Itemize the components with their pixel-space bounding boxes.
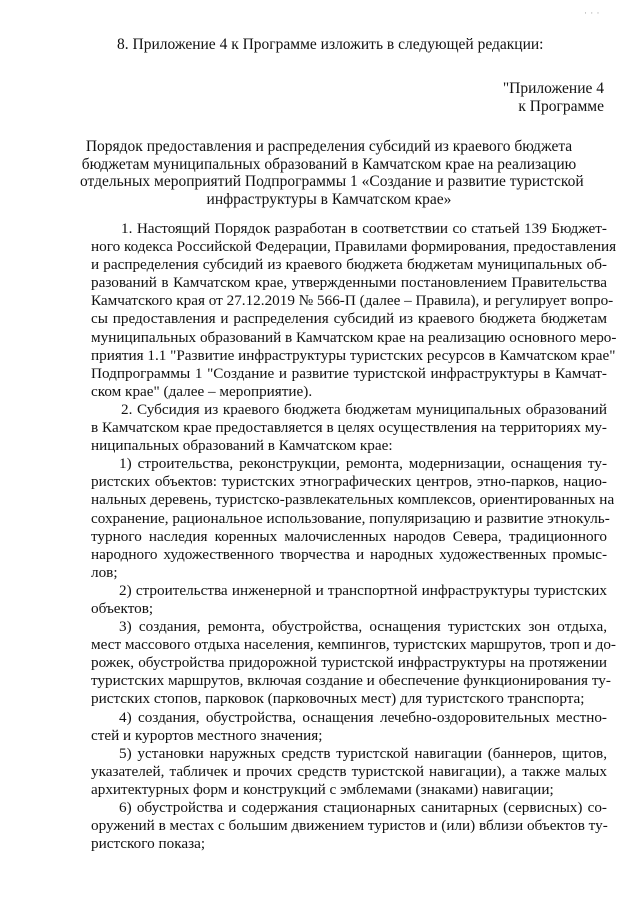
paragraph-1-line: Подпрограммы 1 "Создание и развитие туристской инфраструктуры в Камчат-: [91, 364, 607, 382]
title-line: инфраструктуры в Камчатском крае»: [206, 190, 452, 208]
item-5-line: указателей, табличек и прочих средств туристской навигации), а также малых: [91, 762, 607, 780]
paragraph-1-line: Камчатского края от 27.12.2019 № 566-П (далее – Правила), и регулирует вопро-: [91, 292, 614, 310]
item-4-line: стей и курортов местного значения;: [91, 726, 323, 744]
appendix-reference-line: "Приложение 4: [502, 80, 604, 97]
paragraph-1-line: сы предоставления и распределения субсидий из краевого бюджета бюджетам: [91, 310, 607, 328]
item-1-line: ристских объектов: туристских этнографических центров, этно-парков, нацио-: [91, 473, 607, 491]
paragraph-2-line: ниципальных образований в Камчатском крае:: [91, 437, 393, 455]
item-3-line: мест массового отдыха населения, кемпингов, туристских маршрутов, троп и до-: [91, 636, 616, 654]
title-line: отдельных мероприятий Подпрограммы 1 «Создание и развитие туристской: [80, 173, 584, 190]
item-6-line: ристского показа;: [91, 835, 206, 853]
item-2-line: 2) строительства инженерной и транспортной инфраструктуры туристских: [119, 581, 607, 599]
item-1-line: 1) строительства, реконструкции, ремонта, модернизации, оснащения ту-: [119, 455, 607, 473]
amendment-heading: 8. Приложение 4 к Программе изложить в следующей редакции:: [117, 36, 544, 53]
paragraph-1-line: ском крае" (далее – мероприятие).: [91, 382, 313, 400]
item-3-line: рожек, обустройства придорожной туристской инфраструктуры на протяжении: [91, 654, 607, 672]
document-title: [80, 138, 584, 208]
page-corner-mark: · · ·: [584, 8, 600, 18]
title-line: Порядок предоставления и распределения субсидий из краевого бюджета: [85, 138, 573, 155]
paragraph-1-line: разований в Камчатском крае, утвержденными постановлением Правительства: [91, 274, 607, 292]
appendix-reference: [503, 80, 604, 116]
paragraph-1-line: и распределения субсидий из краевого бюджета бюджетам муниципальных об-: [91, 256, 607, 274]
item-3-line: ристских стопов, парковок (парковочных мест) для туристского транспорта;: [91, 690, 585, 708]
item-3-line: 3) создания, ремонта, обустройства, оснащения туристских зон отдыха,: [119, 618, 607, 636]
document-body: [91, 220, 617, 853]
item-1-line: турного наследия коренных малочисленных народов Севера, традиционного: [91, 527, 607, 545]
item-6-line: оружений в местах с большим движением туристов и (или) вблизи объектов ту-: [91, 817, 608, 835]
item-5-line: архитектурных форм и конструкций с эмблемами (знаками) навигации;: [91, 780, 554, 798]
paragraph-1-line: муниципальных образований в Камчатском крае на реализацию основного меро-: [91, 328, 617, 346]
item-1-line: нальных деревень, туристско-развлекательных комплексов, ориентированных на: [91, 491, 615, 509]
item-5-line: 5) установки наружных средств туристской навигации (баннеров, щитов,: [119, 744, 607, 762]
title-line: бюджетам муниципальных образований в Камчатском крае на реализацию: [81, 155, 577, 173]
paragraph-2-line: 2. Субсидия из краевого бюджета бюджетам муниципальных образований: [121, 400, 607, 418]
paragraph-1-line: ного кодекса Российской Федерации, Правилами формирования, предоставления: [91, 238, 617, 256]
item-1-line: сохранение, рациональное использование, популяризацию и развитие этнокуль-: [91, 509, 610, 527]
appendix-reference-line: к Программе: [518, 98, 604, 115]
item-2-line: объектов;: [91, 599, 154, 617]
paragraph-2-line: в Камчатском крае предоставляется в целях осуществления на территориях му-: [91, 419, 607, 437]
paragraph-1-line: 1. Настоящий Порядок разработан в соответствии со статьей 139 Бюджет-: [121, 220, 607, 237]
paragraph-1-line: приятия 1.1 "Развитие инфраструктуры туристских ресурсов в Камчатском крае": [91, 346, 616, 364]
item-3-line: туристских маршрутов, включая создание и обеспечение функционирования ту-: [91, 672, 611, 690]
item-4-line: 4) создания, обустройства, оснащения лечебно-оздоровительных местно-: [119, 708, 607, 726]
item-1-line: народного художественного творчества и народных художественных промыс-: [91, 545, 607, 563]
item-6-line: 6) обустройства и содержания стационарных санитарных (сервисных) со-: [119, 799, 607, 816]
item-1-line: лов;: [91, 563, 118, 581]
